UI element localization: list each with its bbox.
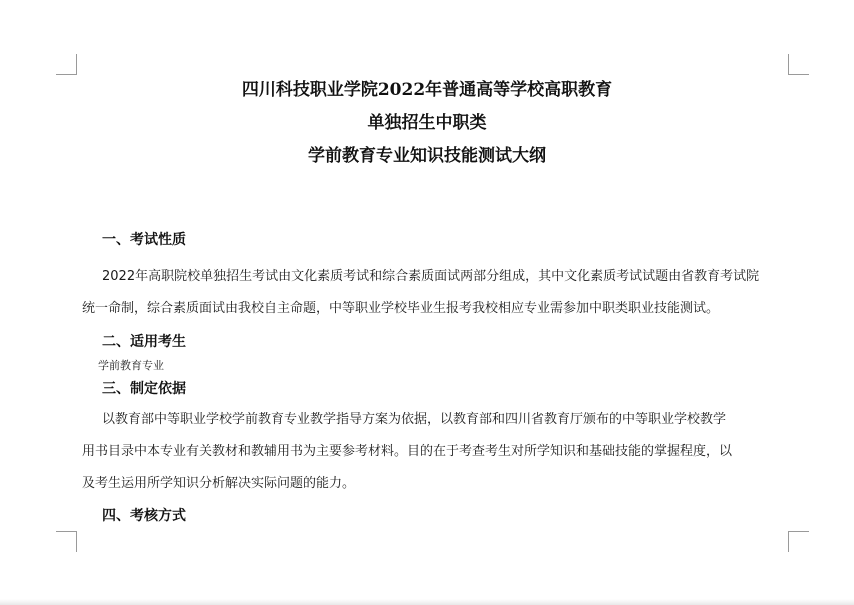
section-heading-eligible-candidates: 二、适用考生 [102, 334, 186, 350]
section-text-line: 统一命制，综合素质面试由我校自主命题，中等职业学校毕业生报考我校相应专业需参加中职类职业技能测试。 [82, 301, 720, 316]
section-text-line: 以教育部中等职业学校学前教育专业教学指导方案为依据，以教育部和四川省教育厅颁布的中等职业学校教学 [102, 412, 727, 427]
crop-mark-bottom-right [788, 531, 809, 552]
section-heading-assessment-method: 四、考核方式 [102, 508, 186, 524]
section-text-line: 用书目录中本专业有关教材和教辅用书为主要参考材料。目的在于考查考生对所学知识和基础技能的掌握程度，以 [82, 444, 733, 459]
crop-mark-bottom-left [56, 531, 77, 552]
section-text-line: 2022年高职院校单独招生考试由文化素质考试和综合素质面试两部分组成，其中文化素质考试试题由省教育考试院 [102, 269, 760, 284]
section-text-line: 学前教育专业 [98, 359, 164, 372]
section-heading-basis: 三、制定依据 [102, 381, 186, 397]
section-heading-exam-nature: 一、考试性质 [102, 232, 186, 248]
page-bottom-edge [0, 599, 854, 605]
document-title-line-1: 四川科技职业学院2022年普通高等学校高职教育 [241, 80, 613, 100]
crop-mark-top-left [56, 54, 77, 75]
document-title-line-2: 单独招生中职类 [367, 113, 487, 133]
crop-mark-top-right [788, 54, 809, 75]
section-text-line: 及考生运用所学知识分析解决实际问题的能力。 [82, 476, 356, 491]
document-title-line-3: 学前教育专业知识技能测试大纲 [308, 146, 546, 166]
